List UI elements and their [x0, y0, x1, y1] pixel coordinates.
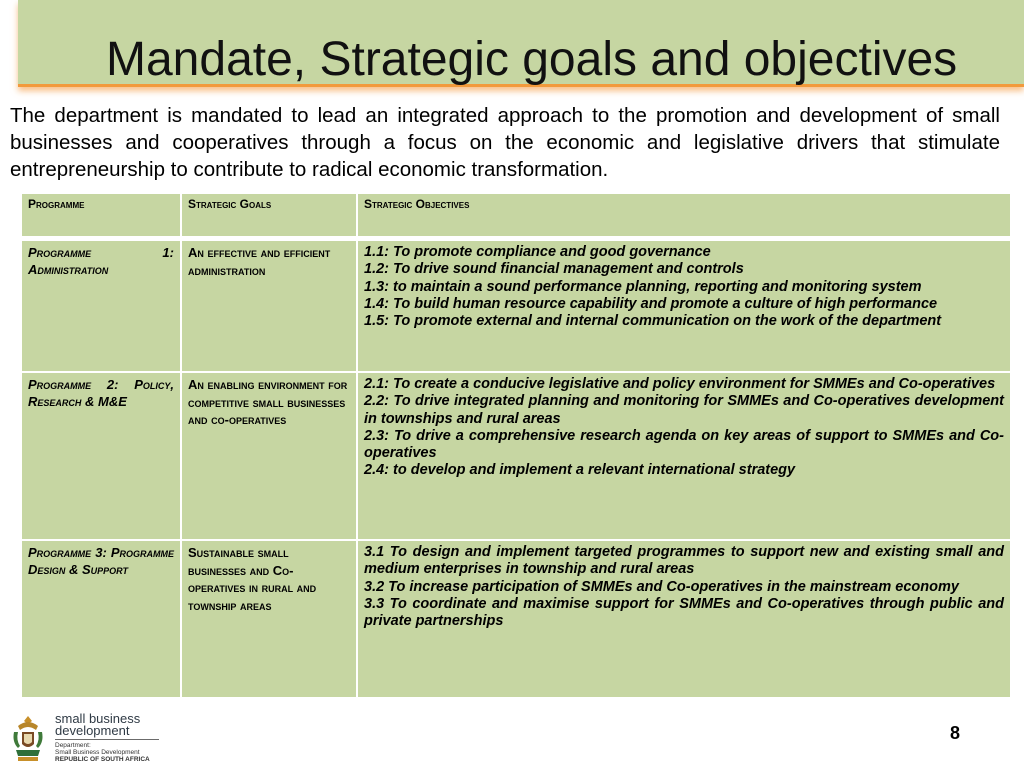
goal-cell: Sustainable small businesses and Co-operatives in rural and township areas — [181, 540, 357, 698]
mandate-intro: The department is mandated to lead an integrated approach to the promotion and development of small businesses and cooperatives through a focus on the economic and legislative drivers that stimulate entrepreneurship to contribute to radical economic transformation. — [10, 104, 1000, 181]
objective-item: 3.3 To coordinate and maximise support for SMMEs and Co-operatives through public and private partnerships — [364, 595, 1004, 630]
header-programme: Programme — [21, 193, 181, 238]
programme-cell: Programme 2: Policy, Research & M&E — [21, 372, 181, 540]
objective-item: 3.2 To increase participation of SMMEs and Co-operatives in the mainstream economy — [364, 578, 959, 595]
logo-department-label: Department: — [55, 742, 91, 749]
logo-text-line2: development — [55, 723, 130, 738]
department-logo — [10, 712, 160, 764]
coat-of-arms-icon — [10, 712, 46, 764]
objectives-cell — [357, 372, 1011, 540]
objective-item: 1.4: To build human resource capability and promote a culture of high performance — [364, 295, 938, 312]
header-strategic-objectives: Strategic Objectives — [357, 193, 1011, 238]
objective-item: 1.5: To promote external and internal communication on the work of the department — [364, 313, 942, 330]
logo-text-line1: small business — [55, 711, 141, 726]
strategy-table — [20, 192, 1012, 699]
logo-department-name: Small Business Development — [55, 749, 140, 756]
programme-cell: Programme 1: Administration — [21, 240, 181, 372]
goal-cell: An enabling environment for competitive small businesses and co-operatives — [181, 372, 357, 540]
slide-title: Mandate, Strategic goals and objectives — [106, 33, 958, 86]
programme-cell: Programme 3: Programme Design & Support — [21, 540, 181, 698]
header-strategic-goals: Strategic Goals — [181, 193, 357, 238]
table-row — [21, 240, 1011, 372]
objectives-cell — [357, 240, 1011, 372]
logo-divider — [55, 739, 159, 740]
objective-item: 2.2: To drive integrated planning and monitoring for SMMEs and Co-operatives development in townships and rural areas — [364, 393, 1004, 427]
table-header-row — [21, 193, 1011, 238]
table-row — [21, 372, 1011, 540]
objectives-cell — [357, 540, 1011, 698]
logo-country: REPUBLIC OF SOUTH AFRICA — [55, 756, 150, 763]
table-row — [21, 540, 1011, 698]
objective-item: 2.1: To create a conducive legislative and policy environment for SMMEs and Co-operatives — [364, 376, 996, 392]
page-number: 8 — [950, 723, 961, 743]
objective-item: 1.1: To promote compliance and good governance — [364, 244, 711, 260]
goal-cell: An effective and efficient administration — [181, 240, 357, 372]
objective-item: 2.4: to develop and implement a relevant international strategy — [364, 462, 796, 479]
objective-item: 3.1 To design and implement targeted programmes to support new and existing small and medium enterprises in township and rural areas — [364, 544, 1004, 578]
objective-item: 1.2: To drive sound financial management and controls — [364, 261, 744, 278]
objective-item: 2.3: To drive a comprehensive research agenda on key areas of support to SMMEs and Co-operatives — [364, 427, 1004, 462]
objective-item: 1.3: to maintain a sound performance planning, reporting and monitoring system — [364, 278, 922, 295]
